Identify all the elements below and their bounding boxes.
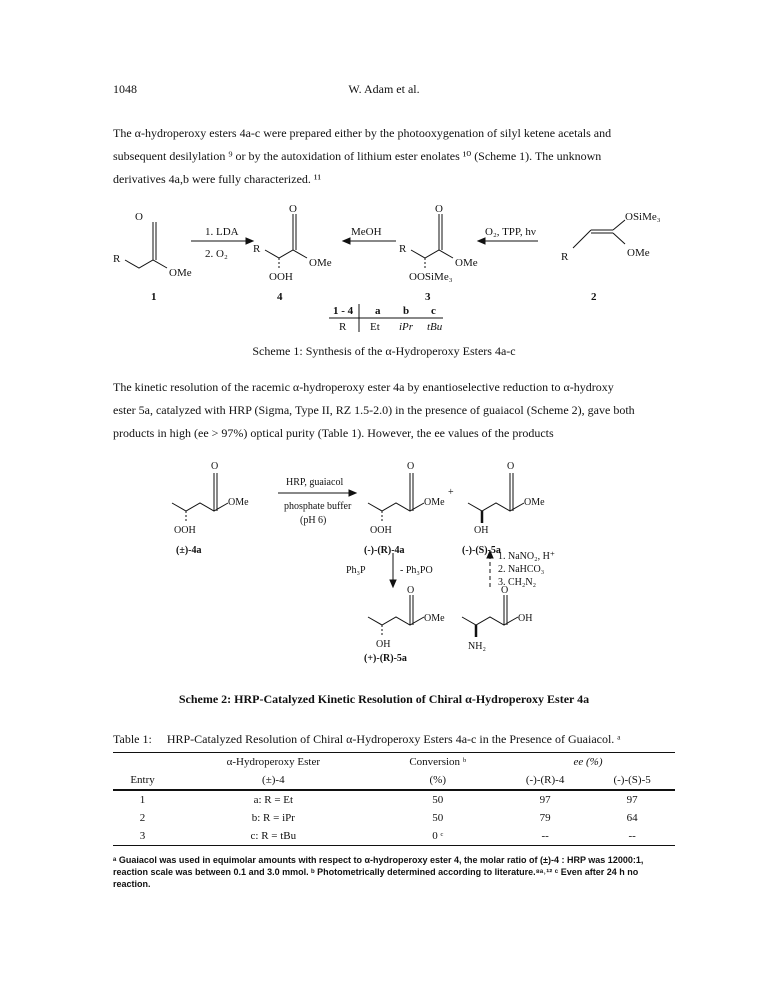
scheme-2-diagram [160, 455, 600, 665]
r-table-val-c: tBu [427, 321, 443, 333]
table-cell: 97 [539, 794, 551, 806]
arrow-1-top-label: 1. LDA [205, 226, 239, 238]
table-cell: 79 [539, 812, 551, 824]
s2-reagent-ph: (pH 6) [300, 515, 327, 526]
table-cell: a: R = Et [253, 794, 294, 806]
paragraph-line: ester 5a, catalyzed with HRP (Sigma, Type II, RZ 1.5-2.0) in the presence of guaiacol (Scheme 2), gave both [113, 403, 635, 417]
table-head-2-conversion: (%) [375, 771, 501, 790]
compound-number-4: 4 [277, 291, 283, 303]
table-head-1-conversion: Conversion ᵇ [375, 753, 501, 772]
s2-label-racemic-4a: (±)-4a [176, 545, 202, 556]
s1-oosime3-3: OOSiMe₃ [409, 271, 453, 283]
table-cell: b: R = iPr [251, 812, 295, 824]
s2-ooh-1: OOH [174, 525, 196, 536]
arrow-2-top-label: MeOH [351, 226, 382, 238]
r-table-val-r: R [339, 321, 347, 333]
table-head-1-ester: α-Hydroperoxy Ester [172, 753, 374, 772]
s2-step-1: 1. NaNO₂, H⁺ [498, 551, 556, 562]
table-cell: 0 ᶜ [375, 827, 501, 846]
s1-o-3: O [435, 203, 443, 215]
s1-ome-2: OMe [627, 247, 650, 259]
s2-o-1: O [211, 461, 219, 472]
page-number: 1048 [113, 82, 137, 96]
table-head-2-ester: (±)-4 [172, 771, 374, 790]
table-cell: 3 [113, 827, 172, 846]
paragraph-2 [113, 376, 673, 445]
s2-ome-1: OMe [228, 497, 249, 508]
s1-ome-4: OMe [309, 257, 332, 269]
table-cell: 1 [139, 794, 146, 806]
table-1-caption: Table 1: HRP-Catalyzed Resolution of Chiral α-Hydroperoxy Esters 4a-c in the Presence of Guaiacol. ᵃ [113, 732, 621, 746]
s2-step-3: 3. CH₂N₂ [498, 577, 537, 588]
r-table-val-a: Et [370, 321, 380, 333]
s2-reduction-right: - Ph₃PO [400, 565, 433, 576]
s1-r-4: R [253, 243, 261, 255]
s1-osime3-2: OSiMe₃ [625, 211, 661, 223]
structure-3-bonds [411, 250, 453, 258]
s2-ome-2: OMe [424, 497, 445, 508]
table-cell: -- [589, 827, 675, 846]
structure-1-bonds [125, 260, 167, 268]
table-cell: 97 [626, 794, 638, 806]
s2-plus: + [448, 487, 454, 498]
scheme-1-diagram [113, 200, 673, 340]
s1-o-4: O [289, 203, 297, 215]
compound-number-1: 1 [151, 291, 157, 303]
compound-number-3: 3 [425, 291, 431, 303]
paragraph-line: products in high (ee > 97%) optical purity (Table 1). However, the ee values of the products [113, 426, 554, 440]
s2-o-3: O [507, 461, 515, 472]
s1-ome-1: OMe [169, 267, 192, 279]
table-head-1-entry [113, 753, 172, 772]
table-1 [113, 752, 675, 846]
s2-o-2: O [407, 461, 415, 472]
scheme-1-caption: Scheme 1: Synthesis of the α-Hydroperoxy Esters 4a-c [252, 344, 516, 358]
s2-ooh-2: OOH [370, 525, 392, 536]
s2-ome-3: OMe [524, 497, 545, 508]
table-1-footnote: ᵃ Guaiacol was used in equimolar amounts with respect to α-hydroperoxy ester 4, the molar ratio of (±)-4 : HRP was 12000:1, reaction scale was between 0.1 and 3.0 mmol. ᵇ Photometrically determined according to literature.⁸ᵃ˒¹² ᶜ Even after 24 h no reaction. [113, 855, 644, 889]
s2-oh-3: OH [474, 525, 489, 536]
s2-o-4: O [407, 585, 415, 596]
r-table-head-b: b [403, 305, 410, 317]
compound-number-2: 2 [591, 291, 597, 303]
paragraph-1 [113, 122, 673, 191]
structure-4a-racemic-bonds [172, 503, 228, 511]
table-cell: c: R = tBu [172, 827, 374, 846]
s1-ome-3: OMe [455, 257, 478, 269]
s1-r-2: R [561, 251, 569, 263]
s2-o-5: O [501, 585, 509, 596]
s1-r-3: R [399, 243, 407, 255]
s2-label-r4a: (-)-(R)-4a [364, 545, 405, 556]
s2-oh-5: OH [518, 613, 533, 624]
s2-label-s5a: (-)-(S)-5a [462, 545, 501, 556]
table-cell: 2 [139, 812, 146, 824]
running-head: W. Adam et al. [348, 82, 420, 96]
paragraph-line: subsequent desilylation ⁹ or by the autoxidation of lithium ester enolates ¹⁰ (Scheme 1). The unknown [113, 149, 602, 163]
paragraph-line: derivatives 4a,b were fully characterized. ¹¹ [113, 172, 322, 186]
r-table-head-c: c [431, 305, 436, 317]
structure-s5a-bonds [468, 503, 524, 511]
structure-4-bonds [265, 250, 307, 258]
arrow-3-top-label: O₂, TPP, hν [485, 226, 536, 238]
structure-2-bonds [573, 230, 591, 248]
paragraph-line: The kinetic resolution of the racemic α-hydroperoxy ester 4a by enantioselective reduction to α-hydroxy [113, 380, 614, 394]
table-cell: 50 [432, 812, 444, 824]
structure-r4a-bonds [368, 503, 424, 511]
r-table-head-a: a [375, 305, 381, 317]
table-head-2-ee-s5: (-)-(S)-5 [589, 771, 675, 790]
s1-ooh-4: OOH [269, 271, 293, 283]
s1-o-1: O [135, 211, 143, 223]
table-cell: 64 [626, 812, 638, 824]
structure-amino-acid-bonds [462, 617, 518, 625]
s2-oh-4: OH [376, 639, 391, 650]
s2-ome-4: OMe [424, 613, 445, 624]
s2-nh2-5: NH₂ [468, 641, 486, 652]
table-head-2-entry: Entry [113, 771, 172, 790]
table-cell: -- [501, 827, 589, 846]
paragraph-line: The α-hydroperoxy esters 4a-c were prepared either by the photooxygenation of silyl ketene acetals and [113, 126, 612, 140]
s2-reagent-top: HRP, guaiacol [286, 477, 344, 488]
s2-label-r5a: (+)-(R)-5a [364, 653, 407, 664]
s1-r-1: R [113, 253, 121, 265]
s2-reagent-buffer: phosphate buffer [284, 501, 352, 512]
arrow-1-bottom-label: 2. O₂ [205, 248, 228, 260]
table-row [113, 809, 675, 827]
s2-reduction-left: Ph₃P [346, 565, 366, 576]
scheme-2-caption: Scheme 2: HRP-Catalyzed Kinetic Resolution of Chiral α-Hydroperoxy Ester 4a [178, 692, 590, 706]
table-head-1-ee: ee (%) [501, 753, 675, 772]
s2-step-2: 2. NaHCO₃ [498, 564, 545, 575]
table-head-2-ee-r4: (-)-(R)-4 [501, 771, 589, 790]
table-cell: 50 [432, 794, 444, 806]
table-row [113, 827, 675, 846]
structure-r5a-bonds [368, 617, 424, 625]
r-table-val-b: iPr [399, 321, 414, 333]
table-row [113, 790, 675, 809]
r-table-head-0: 1 - 4 [333, 305, 354, 317]
